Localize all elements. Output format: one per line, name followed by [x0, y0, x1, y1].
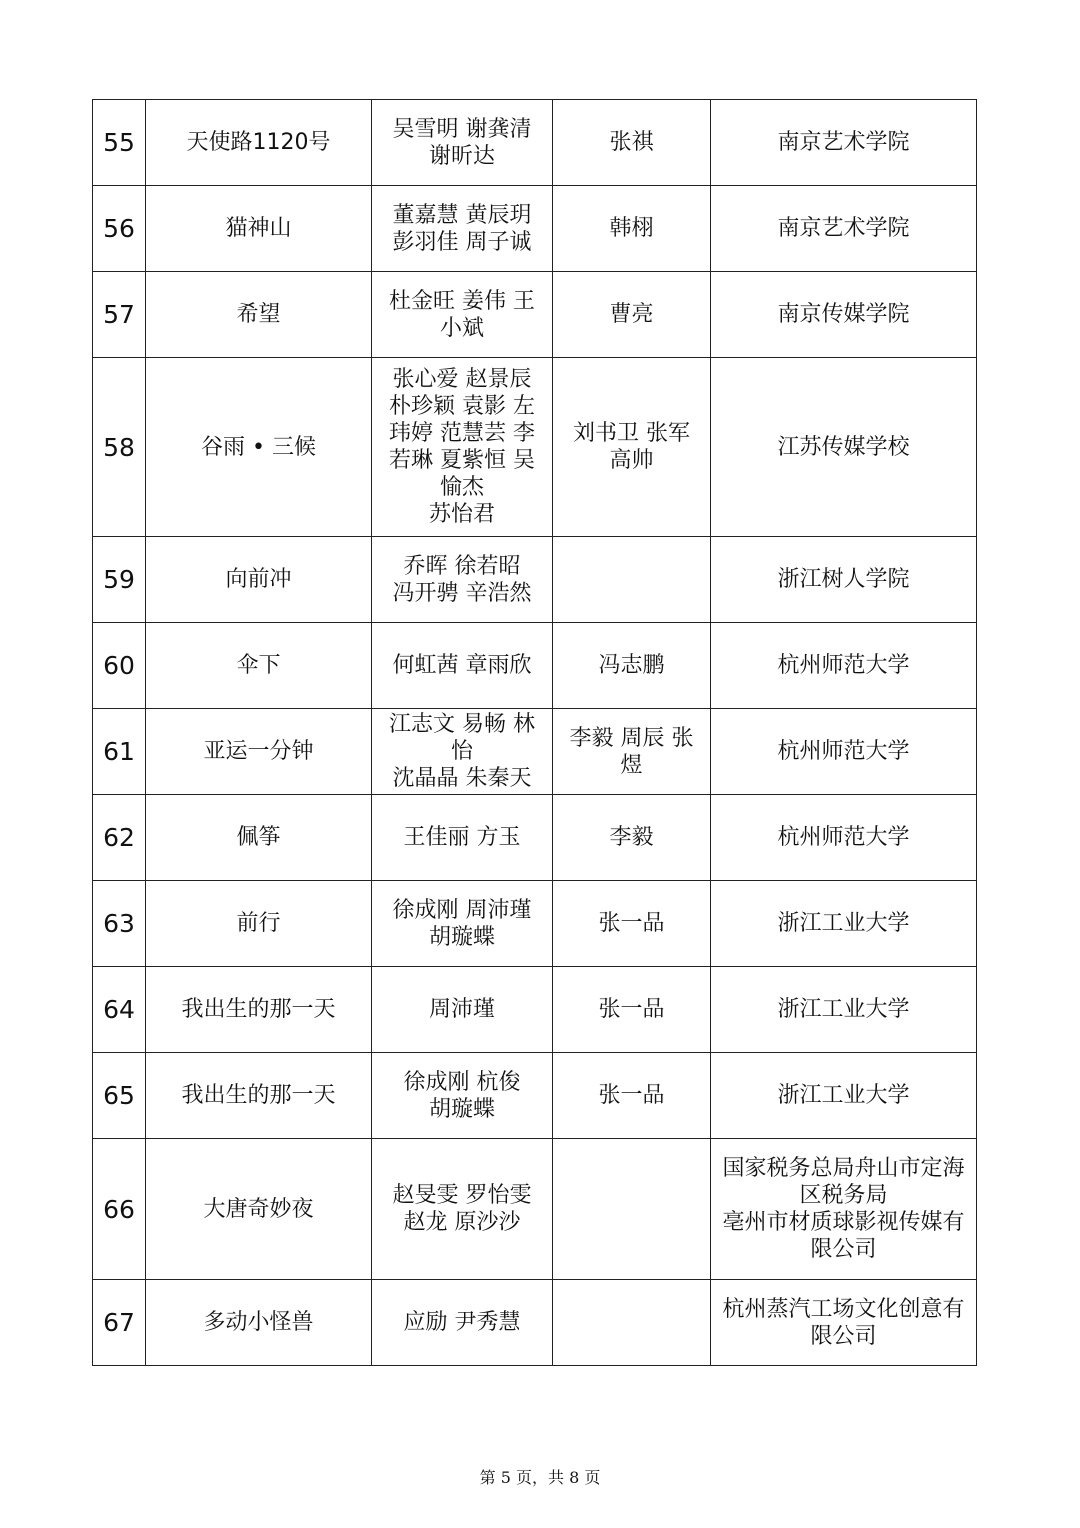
creators-cell-line: 沈晶晶 朱秦天	[392, 766, 532, 791]
creators-cell-line: 玮婷 范慧芸 李	[389, 421, 535, 446]
advisors-cell-line: 张一品	[598, 997, 665, 1022]
creators-cell-line: 周沛瑾	[428, 997, 495, 1022]
creators-cell-line: 愉杰	[439, 475, 484, 500]
institution-cell	[711, 623, 977, 709]
institution-cell-line: 亳州市材质球影视传媒有	[722, 1210, 965, 1235]
advisors-cell	[553, 1053, 711, 1139]
row-number: 63	[93, 881, 146, 967]
advisors-cell-line: 冯志鹏	[598, 653, 665, 678]
row-number: 67	[93, 1280, 146, 1366]
advisors-cell	[553, 537, 711, 623]
creators-cell-line: 王佳丽 方玉	[403, 825, 521, 850]
institution-cell-line: 限公司	[810, 1323, 877, 1349]
creators-cell-line: 朴珍颖 袁影 左	[389, 394, 535, 419]
advisors-cell-line: 张一品	[598, 1083, 665, 1108]
institution-cell	[711, 1139, 977, 1280]
creators-cell	[372, 1053, 553, 1139]
creators-cell-line: 怡	[450, 739, 473, 764]
advisors-cell-line: 煜	[620, 752, 643, 778]
institution-cell	[711, 537, 977, 623]
table-row	[93, 1280, 977, 1366]
institution-cell-line: 国家税务总局舟山市定海	[722, 1156, 965, 1181]
row-number: 61	[93, 709, 146, 795]
creators-cell-line: 若琳 夏紫恒 吴	[389, 448, 535, 473]
table-row	[93, 709, 977, 795]
table-row	[93, 272, 977, 358]
advisors-cell	[553, 795, 711, 881]
creators-cell	[372, 1139, 553, 1280]
creators-cell-line: 赵旻雯 罗怡雯	[392, 1183, 532, 1208]
institution-cell	[711, 358, 977, 537]
row-number: 55	[93, 100, 146, 186]
institution-cell-line: 浙江工业大学	[777, 1083, 910, 1108]
creators-cell	[372, 1280, 553, 1366]
creators-cell-line: 张心爱 赵景辰	[392, 367, 532, 392]
table-row	[93, 537, 977, 623]
creators-cell-line: 江志文 易畅 林	[389, 712, 535, 737]
institution-cell-line: 浙江树人学院	[777, 567, 910, 592]
creators-cell-line: 谢昕达	[428, 143, 495, 169]
table-row	[93, 623, 977, 709]
creators-cell-line: 彭羽佳 周子诚	[392, 229, 532, 255]
advisors-cell	[553, 358, 711, 537]
creators-cell	[372, 881, 553, 967]
institution-cell-line: 杭州蒸汽工场文化创意有	[722, 1296, 965, 1322]
creators-cell-line: 应励 尹秀慧	[403, 1310, 521, 1335]
advisors-cell	[553, 1280, 711, 1366]
creators-cell-line: 胡璇蝶	[428, 924, 495, 950]
advisors-cell	[553, 623, 711, 709]
work-title: 佩筝	[146, 795, 372, 881]
work-title: 我出生的那一天	[146, 967, 372, 1053]
creators-cell-line: 杜金旺 姜伟 王	[389, 288, 535, 314]
table-row	[93, 358, 977, 537]
row-number: 59	[93, 537, 146, 623]
institution-cell	[711, 1280, 977, 1366]
institution-cell-line: 浙江工业大学	[777, 911, 910, 936]
creators-cell	[372, 186, 553, 272]
institution-cell-line: 杭州师范大学	[777, 653, 910, 678]
creators-cell-line: 徐成刚 周沛瑾	[392, 897, 532, 923]
creators-cell	[372, 272, 553, 358]
creators-cell-line: 乔晖 徐若昭	[403, 553, 521, 579]
table-row	[93, 881, 977, 967]
advisors-cell	[553, 709, 711, 795]
creators-cell	[372, 100, 553, 186]
creators-cell-line: 吴雪明 谢龚清	[392, 116, 532, 142]
creators-cell-line: 赵龙 原沙沙	[403, 1210, 521, 1235]
row-number: 56	[93, 186, 146, 272]
row-number: 64	[93, 967, 146, 1053]
creators-cell	[372, 795, 553, 881]
institution-cell-line: 南京传媒学院	[777, 302, 910, 327]
institution-cell	[711, 967, 977, 1053]
advisors-cell	[553, 967, 711, 1053]
work-title: 多动小怪兽	[146, 1280, 372, 1366]
creators-cell-line: 徐成刚 杭俊	[403, 1069, 521, 1095]
advisors-cell	[553, 100, 711, 186]
institution-cell	[711, 1053, 977, 1139]
row-number: 65	[93, 1053, 146, 1139]
advisors-cell-line: 张祺	[609, 130, 654, 155]
creators-cell-line: 小斌	[439, 315, 484, 341]
institution-cell-line: 限公司	[810, 1237, 877, 1262]
advisors-cell	[553, 272, 711, 358]
advisors-cell-line: 高帅	[609, 448, 654, 473]
institution-cell	[711, 795, 977, 881]
page-footer: 第 5 页，共 8 页	[479, 1468, 601, 1487]
institution-cell	[711, 709, 977, 795]
work-title: 猫神山	[146, 186, 372, 272]
work-title: 伞下	[146, 623, 372, 709]
work-title: 大唐奇妙夜	[146, 1139, 372, 1280]
table-body	[93, 100, 977, 1366]
row-number: 66	[93, 1139, 146, 1280]
institution-cell	[711, 100, 977, 186]
table-row	[93, 100, 977, 186]
creators-cell-line: 胡璇蝶	[428, 1096, 495, 1122]
creators-cell-line: 董嘉慧 黄辰玥	[392, 202, 532, 228]
institution-cell	[711, 272, 977, 358]
creators-cell	[372, 537, 553, 623]
table-row	[93, 967, 977, 1053]
work-title: 希望	[146, 272, 372, 358]
advisors-cell-line: 李毅 周辰 张	[569, 725, 694, 751]
advisors-cell-line: 韩栩	[609, 216, 654, 241]
advisors-cell	[553, 186, 711, 272]
work-title: 向前冲	[146, 537, 372, 623]
creators-cell	[372, 358, 553, 537]
row-number: 57	[93, 272, 146, 358]
creators-cell	[372, 623, 553, 709]
table-row	[93, 1139, 977, 1280]
row-number: 60	[93, 623, 146, 709]
award-table	[92, 99, 977, 1366]
work-title: 天使路1120号	[146, 100, 372, 186]
table-row	[93, 186, 977, 272]
creators-cell-line: 苏怡君	[428, 502, 495, 527]
institution-cell-line: 江苏传媒学校	[777, 434, 910, 460]
advisors-cell-line: 刘书卫 张军	[573, 421, 690, 446]
advisors-cell-line: 曹亮	[609, 302, 654, 327]
advisors-cell	[553, 881, 711, 967]
creators-cell	[372, 967, 553, 1053]
advisors-cell-line: 李毅	[609, 825, 654, 850]
row-number: 62	[93, 795, 146, 881]
work-title: 谷雨 • 三候	[146, 358, 372, 537]
institution-cell-line: 杭州师范大学	[777, 825, 910, 850]
institution-cell-line: 浙江工业大学	[777, 997, 910, 1022]
table-row	[93, 795, 977, 881]
creators-cell	[372, 709, 553, 795]
advisors-cell-line: 张一品	[598, 911, 665, 936]
institution-cell	[711, 186, 977, 272]
institution-cell-line: 南京艺术学院	[777, 130, 910, 155]
table-row	[93, 1053, 977, 1139]
institution-cell-line: 区税务局	[799, 1183, 888, 1208]
work-title: 前行	[146, 881, 372, 967]
creators-cell-line: 何虹茜 章雨欣	[392, 653, 532, 678]
institution-cell-line: 南京艺术学院	[777, 216, 910, 241]
work-title: 亚运一分钟	[146, 709, 372, 795]
advisors-cell	[553, 1139, 711, 1280]
work-title: 我出生的那一天	[146, 1053, 372, 1139]
creators-cell-line: 冯开骋 辛浩然	[392, 580, 532, 606]
row-number: 58	[93, 358, 146, 537]
institution-cell-line: 杭州师范大学	[777, 739, 910, 764]
institution-cell	[711, 881, 977, 967]
